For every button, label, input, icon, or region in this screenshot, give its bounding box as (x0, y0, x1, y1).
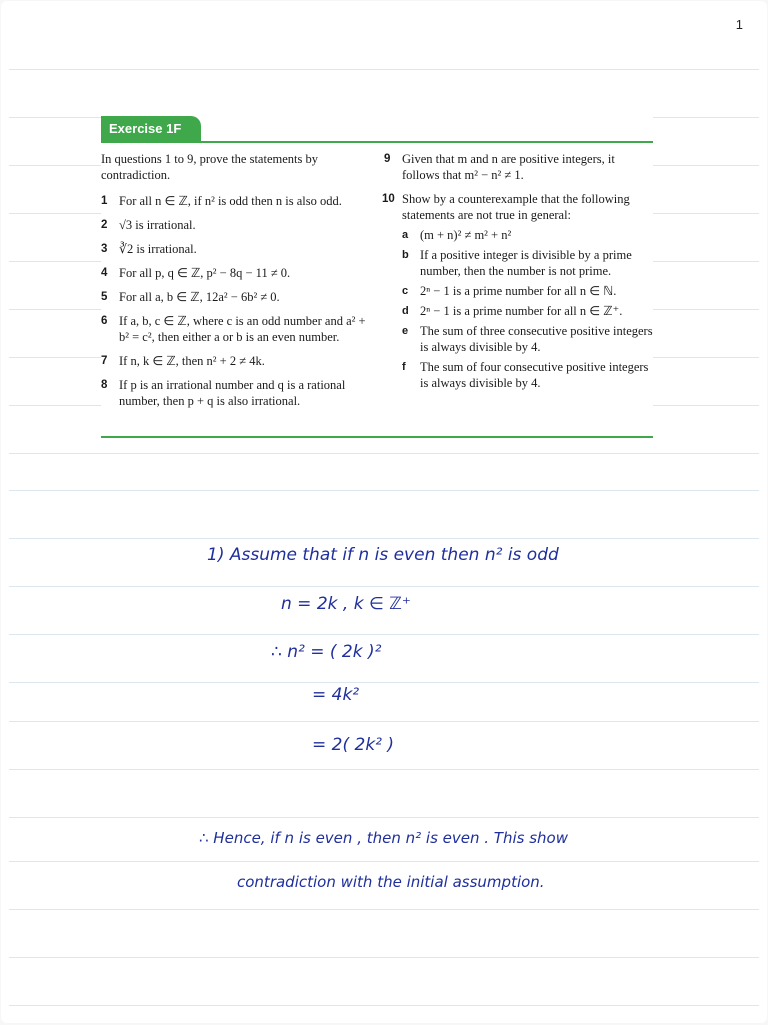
ruled-line (9, 769, 759, 770)
exercise-title: Exercise 1F (101, 116, 201, 142)
handwritten-line-1: 1) Assume that if n is even then n² is odd (207, 545, 559, 565)
exercise-box (101, 114, 653, 442)
question-4 (101, 265, 373, 281)
question-number: 1 (101, 195, 108, 207)
question-text: ∛2 is irrational. (119, 242, 197, 256)
question-number: 7 (101, 355, 108, 367)
question-10 (384, 191, 654, 223)
question-2 (101, 217, 373, 233)
question-8 (101, 377, 373, 409)
question-number: 8 (101, 379, 108, 391)
question-text: If a, b, c ∈ ℤ, where c is an odd number and a² + b² = c², then either a or b is an even number. (119, 314, 366, 344)
ruled-line (9, 721, 759, 722)
handwritten-line-7: contradiction with the initial assumption. (237, 873, 545, 891)
question-text: If p is an irrational number and q is a rational number, then p + q is also irrational. (119, 378, 346, 408)
question-text: Show by a counterexample that the following statements are not true in general: (402, 192, 630, 222)
question-number: 2 (101, 219, 108, 231)
part-label: e (402, 325, 409, 337)
question-text: Given that m and n are positive integers, it follows that m² − n² ≠ 1. (402, 152, 615, 182)
ruled-line (9, 586, 759, 587)
question-number: 4 (101, 267, 108, 279)
part-text: The sum of three consecutive positive integers is always divisible by 4. (420, 324, 653, 354)
question-number: 3 (101, 243, 108, 255)
question-text: For all p, q ∈ ℤ, p² − 8q − 11 ≠ 0. (119, 266, 291, 280)
exercise-left-column (101, 151, 373, 417)
part-label: a (402, 229, 409, 241)
question-number: 5 (101, 291, 108, 303)
ruled-line (9, 682, 759, 683)
part-text: (m + n)² ≠ m² + n² (420, 228, 512, 242)
page-number: 1 (735, 17, 743, 32)
exercise-bottom-rule (101, 436, 653, 438)
question-text: √3 is irrational. (119, 218, 196, 232)
ruled-line (9, 909, 759, 910)
ruled-line (9, 453, 759, 454)
question-text: For all a, b ∈ ℤ, 12a² − 6b² ≠ 0. (119, 290, 280, 304)
ruled-line (9, 69, 759, 70)
question-10-part-d (384, 303, 654, 319)
handwritten-line-6: ∴ Hence, if n is even , then n² is even . This show (199, 829, 568, 847)
question-9 (384, 151, 654, 183)
exercise-right-column (384, 151, 654, 395)
handwritten-line-2: n = 2k , k ∈ ℤ⁺ (281, 594, 411, 614)
part-text: The sum of four consecutive positive integers is always divisible by 4. (420, 360, 649, 390)
ruled-line (9, 861, 759, 862)
notebook-page (1, 1, 767, 1023)
ruled-line (9, 634, 759, 635)
question-10-part-e (384, 323, 654, 355)
question-3 (101, 241, 373, 257)
part-label: b (402, 249, 409, 261)
part-label: c (402, 285, 409, 297)
question-text: If n, k ∈ ℤ, then n² + 2 ≠ 4k. (119, 354, 265, 368)
part-text: If a positive integer is divisible by a prime number, then the number is not prime. (420, 248, 632, 278)
ruled-line (9, 957, 759, 958)
ruled-line (9, 1005, 759, 1006)
part-label: f (402, 361, 406, 373)
question-10-part-c (384, 283, 654, 299)
question-10-part-a (384, 227, 654, 243)
question-10-part-b (384, 247, 654, 279)
question-7 (101, 353, 373, 369)
ruled-line (9, 538, 759, 539)
exercise-top-rule (101, 141, 653, 143)
part-label: d (402, 305, 409, 317)
question-6 (101, 313, 373, 345)
exercise-intro: In questions 1 to 9, prove the statements by contradiction. (101, 152, 318, 182)
handwritten-line-5: = 2( 2k² ) (312, 735, 395, 755)
ruled-line (9, 817, 759, 818)
handwritten-line-4: = 4k² (312, 685, 360, 705)
question-text: For all n ∈ ℤ, if n² is odd then n is also odd. (119, 194, 342, 208)
question-10-part-f (384, 359, 654, 391)
part-text: 2ⁿ − 1 is a prime number for all n ∈ ℕ. (420, 284, 617, 298)
handwritten-line-3: ∴ n² = ( 2k )² (271, 642, 382, 662)
ruled-line (9, 490, 759, 491)
question-number: 9 (384, 153, 391, 165)
question-5 (101, 289, 373, 305)
question-number: 6 (101, 315, 108, 327)
part-text: 2ⁿ − 1 is a prime number for all n ∈ ℤ⁺. (420, 304, 623, 318)
question-number: 10 (382, 193, 395, 205)
question-1 (101, 193, 373, 209)
